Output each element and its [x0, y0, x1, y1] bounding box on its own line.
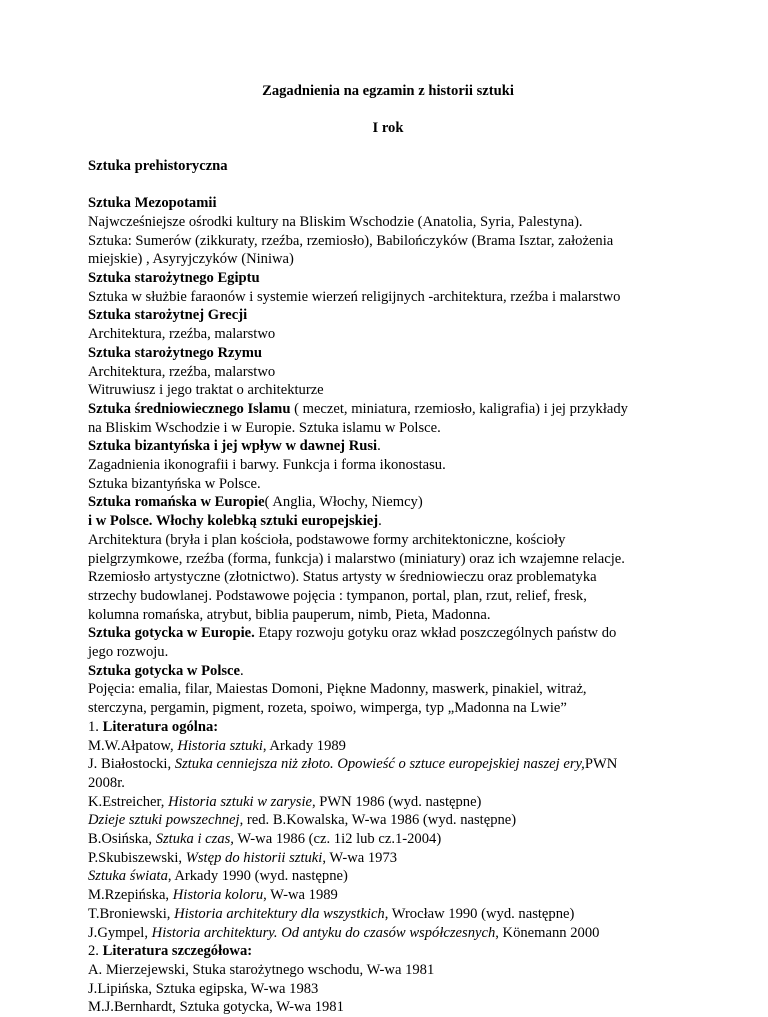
section-heading-gotyk-polska: Sztuka gotycka w Polsce. [88, 662, 244, 679]
bibliography-entry: A. Mierzejewski, Stuka starożytnego wschodu, W-wa 1981 [88, 962, 435, 978]
paragraph-line: miejskie) , Asyryjczyków (Niniwa) [88, 251, 294, 268]
spacer [88, 138, 688, 157]
spacer [88, 175, 688, 194]
section-heading-egipt: Sztuka starożytnego Egiptu [88, 269, 260, 286]
paragraph-line: Rzemiosło artystyczne (złotnictwo). Status artysty w średniowieczu oraz problematyka [88, 569, 597, 586]
paragraph-line: na Bliskim Wschodzie i w Europie. Sztuka islamu w Polsce. [88, 419, 441, 436]
bibliography-entry: M.Rzepińska, Historia koloru, W-wa 1989 [88, 887, 338, 904]
paragraph-line: Sztuka: Sumerów (zikkuraty, rzeźba, rzemiosło), Babilończyków (Brama Isztar, założenia [88, 232, 614, 249]
section-heading-gotyk: Sztuka gotycka w Europie. Etapy rozwoju gotyku oraz wkład poszczególnych państw do [88, 625, 617, 642]
paragraph-line: jego rozwoju. [88, 644, 169, 661]
paragraph-line: sterczyna, pergamin, pigment, rozeta, spoiwo, wimperga, typ „Madonna na Lwie” [88, 700, 567, 717]
paragraph-line: Najwcześniejsze ośrodki kultury na Bliskim Wschodzie (Anatolia, Syria, Palestyna). [88, 213, 583, 230]
section-heading-grecja: Sztuka starożytnej Grecji [88, 307, 248, 324]
literature-general-heading: 1. Literatura ogólna: [88, 718, 219, 735]
paragraph-line: Architektura (bryła i plan kościoła, podstawowe formy architektoniczne, kościoły [88, 531, 566, 548]
section-heading-rzym: Sztuka starożytnego Rzymu [88, 344, 263, 361]
bibliography-entry: 2008r. [88, 774, 125, 791]
paragraph-line: Zagadnienia ikonografii i barwy. Funkcja i forma ikonostasu. [88, 457, 446, 474]
bibliography-entry: T.Broniewski, Historia architektury dla wszystkich, Wrocław 1990 (wyd. następne) [88, 905, 575, 922]
section-heading-romanska: Sztuka romańska w Europie( Anglia, Włochy, Niemcy) [88, 494, 423, 511]
section-heading-prehistoric: Sztuka prehistoryczna [88, 157, 228, 174]
bibliography-entry: B.Osińska, Sztuka i czas, W-wa 1986 (cz. 1i2 lub cz.1-2004) [88, 831, 442, 848]
paragraph-line: Architektura, rzeźba, malarstwo [88, 326, 276, 343]
paragraph-line: strzechy budowlanej. Podstawowe pojęcia : tympanon, portal, plan, rzut, relief, fresk, [88, 587, 587, 604]
section-heading-islam: Sztuka średniowiecznego Islamu ( meczet, miniatura, rzemiosło, kaligrafia) i jej przykłady [88, 400, 628, 417]
spacer [88, 101, 688, 120]
bibliography-entry: P.Skubiszewski, Wstęp do historii sztuki, W-wa 1973 [88, 849, 398, 866]
section-heading-romanska-polska: i w Polsce. Włochy kolebką sztuki europejskiej. [88, 513, 382, 530]
document-year: I rok [372, 120, 404, 137]
paragraph-line: pielgrzymkowe, rzeźba (forma, funkcja) i malarstwo (miniatury) oraz ich wzajemne relacje. [88, 550, 625, 567]
bibliography-entry: M.W.Ałpatow, Historia sztuki, Arkady 1989 [88, 737, 346, 754]
document-page [88, 82, 688, 1017]
paragraph-line: Architektura, rzeźba, malarstwo [88, 363, 276, 380]
literature-detailed-list [88, 961, 688, 1017]
section-heading-mezopotamia: Sztuka Mezopotamii [88, 195, 217, 212]
literature-general-list [88, 737, 688, 943]
paragraph-line: Sztuka w służbie faraonów i systemie wierzeń religijnych -architektura, rzeźba i malarstwo [88, 288, 621, 305]
paragraph-line: Sztuka bizantyńska w Polsce. [88, 475, 261, 492]
bibliography-entry: J.Gympel, Historia architektury. Od antyku do czasów współczesnych, Könemann 2000 [88, 924, 600, 941]
document-title: Zagadnienia na egzamin z historii sztuki [262, 83, 514, 99]
bibliography-entry: Sztuka świata, Arkady 1990 (wyd. następne) [88, 868, 348, 885]
bibliography-entry: J.Lipińska, Sztuka egipska, W-wa 1983 [88, 980, 319, 997]
bibliography-entry: J. Białostocki, Sztuka cenniejsza niż złoto. Opowieść o sztuce europejskiej naszej ery,PWN [88, 756, 618, 773]
paragraph-line: Pojęcia: emalia, filar, Maiestas Domoni, Piękne Madonny, maswerk, pinakiel, witraż, [88, 681, 587, 698]
paragraph-line: Witruwiusz i jego traktat o architekturze [88, 382, 324, 399]
literature-detailed-heading: 2. Literatura szczegółowa: [88, 943, 253, 960]
bibliography-entry: K.Estreicher, Historia sztuki w zarysie, PWN 1986 (wyd. następne) [88, 793, 482, 810]
section-heading-bizancjum: Sztuka bizantyńska i jej wpływ w dawnej Rusi. [88, 438, 381, 455]
paragraph-line: kolumna romańska, atrybut, biblia pauperum, nimb, Pieta, Madonna. [88, 606, 491, 623]
bibliography-entry: Dzieje sztuki powszechnej, red. B.Kowalska, W-wa 1986 (wyd. następne) [88, 812, 517, 829]
bibliography-entry: M.J.Bernhardt, Sztuka gotycka, W-wa 1981 [88, 999, 344, 1016]
